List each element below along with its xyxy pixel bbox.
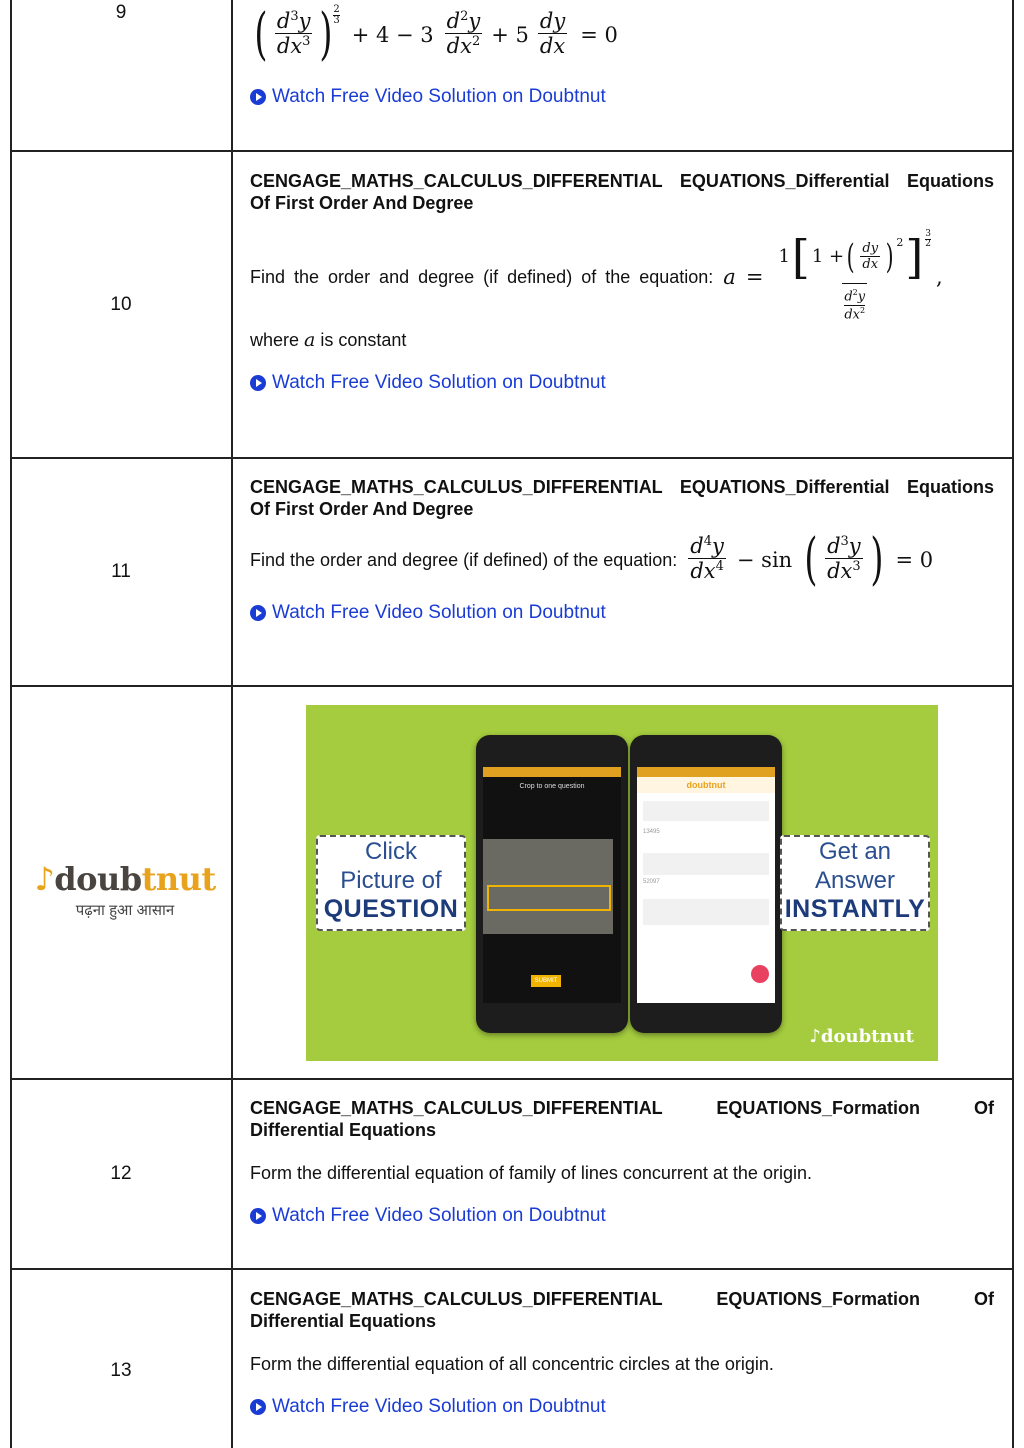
row-11-content bbox=[250, 476, 994, 626]
question-prefix: Find the order and degree (if defined) of the equation: bbox=[250, 550, 678, 570]
row-divider bbox=[10, 150, 1014, 152]
watch-video-link-12[interactable] bbox=[250, 1205, 606, 1227]
question-text: Form the differential equation of all concentric circles at the origin. bbox=[250, 1354, 774, 1374]
watch-video-link-11[interactable] bbox=[250, 602, 606, 624]
watch-video-label: Watch Free Video Solution on Doubtnut bbox=[272, 372, 606, 394]
watch-video-label: Watch Free Video Solution on Doubtnut bbox=[272, 602, 606, 623]
promo-text: Picture of bbox=[340, 867, 442, 894]
note-icon: ♪ bbox=[809, 1026, 821, 1047]
question-tag: CENGAGE_MATHS_CALCULUS_DIFFERENTIAL EQUATIONS_Formation Of Differential Equations bbox=[250, 1098, 994, 1140]
question-suffix: where bbox=[250, 330, 300, 351]
row-divider bbox=[10, 457, 1014, 459]
watch-video-label: Watch Free Video Solution on Doubtnut bbox=[272, 1396, 606, 1417]
question-tag: CENGAGE_MATHS_CALCULUS_DIFFERENTIAL EQUATIONS_Formation Of Differential Equations bbox=[250, 1289, 994, 1331]
play-circle-icon bbox=[250, 89, 266, 105]
phone-mockup-answer bbox=[630, 735, 782, 1033]
banner-brand-text: doubtnut bbox=[820, 1026, 914, 1047]
promo-text: Get an bbox=[818, 838, 892, 865]
watch-video-link-9[interactable] bbox=[250, 86, 606, 108]
watch-video-label: Watch Free Video Solution on Doubtnut bbox=[272, 86, 606, 107]
phone-submit-button: SUBMIT bbox=[531, 975, 561, 987]
app-promo-banner[interactable] bbox=[306, 705, 938, 1061]
row-number: 12 bbox=[110, 1163, 132, 1184]
question-prefix: Find the order and degree (if defined) of the equation: bbox=[250, 267, 714, 288]
promo-left-callout bbox=[316, 835, 466, 931]
logo-tagline: पढ़ना हुआ आसान bbox=[75, 902, 175, 919]
phone-caption: Crop to one question bbox=[519, 783, 585, 790]
watch-video-label: Watch Free Video Solution on Doubtnut bbox=[272, 1205, 606, 1226]
doubtnut-logo bbox=[30, 860, 220, 920]
table-border-right bbox=[1012, 0, 1014, 1448]
row-divider bbox=[10, 1078, 1014, 1080]
row-number: 10 bbox=[110, 294, 132, 315]
phone-mockup-camera bbox=[476, 735, 628, 1033]
banner-brand-mark bbox=[809, 1026, 914, 1047]
equation-11: $\frac{d^4y}{dx^4}$ − sin ( $\frac{d^3y}{dx^3}$ ) = 0 bbox=[690, 527, 934, 592]
note-icon: ♪ bbox=[34, 860, 55, 898]
play-circle-icon bbox=[250, 605, 266, 621]
row-divider bbox=[10, 685, 1014, 687]
table-border-left bbox=[10, 0, 12, 1448]
promo-right-callout bbox=[780, 835, 930, 931]
row-number: 13 bbox=[110, 1360, 132, 1381]
row-10-content: CENGAGE_MATHS_CALCULUS_DIFFERENTIAL EQUATIONS_Differential Equations Of First Order And Degree Find the order and degree (if defined) of the equation: a = 1 [ 1 + ( $\frac{dy}{dx}$ ) 2 ] 3 2 $d^2y$ $dx^2$ , where a is constant Watch Free Video Solution on Doubtnut bbox=[250, 171, 994, 394]
question-text: Form the differential equation of family of lines concurrent at the origin. bbox=[250, 1163, 812, 1183]
logo-text-part-a: doub bbox=[54, 860, 142, 898]
promo-text: Answer bbox=[814, 867, 896, 894]
play-circle-icon bbox=[250, 1208, 266, 1224]
question-tag: CENGAGE_MATHS_CALCULUS_DIFFERENTIAL EQUATIONS_Differential Equations Of First Order And Degree bbox=[250, 171, 994, 213]
logo-text-part-b: tnut bbox=[141, 860, 216, 898]
equation-9: ( $\frac{d^3y}{dx^3}$ ) $\frac{2}{3}$ + 4 − 3 $\frac{d^2y}{dx^2}$ + 5 $\frac{dy}{dx}$ = 0 bbox=[254, 2, 618, 67]
phone-view-count: 52097 bbox=[643, 879, 660, 885]
play-circle-icon bbox=[250, 1399, 266, 1415]
play-circle-icon bbox=[250, 375, 266, 391]
promo-text: QUESTION bbox=[323, 895, 459, 923]
equation-10: 1 [ 1 + ( $\frac{dy}{dx}$ ) 2 ] 3 2 $d^2y$ $dx^2$ , bbox=[778, 228, 943, 322]
phone-app-brand: doubtnut bbox=[637, 777, 775, 793]
table-column-divider bbox=[231, 0, 233, 1448]
row-number: 11 bbox=[111, 561, 131, 582]
watch-video-link-13[interactable] bbox=[250, 1396, 606, 1418]
phone-view-count: 13495 bbox=[643, 829, 660, 835]
row-number: 9 bbox=[115, 2, 127, 23]
row-9-content bbox=[250, 0, 994, 110]
row-12-content bbox=[250, 1097, 994, 1229]
question-suffix: is constant bbox=[320, 330, 407, 351]
question-text bbox=[250, 527, 994, 592]
row-divider bbox=[10, 1268, 1014, 1270]
question-text: Find the order and degree (if defined) of the equation: a = 1 [ 1 + ( $\frac{dy}{dx}$ ) 2 ] 3 2 $d^2y$ $dx^2$ , bbox=[250, 228, 943, 322]
question-tag: CENGAGE_MATHS_CALCULUS_DIFFERENTIAL EQUATIONS_Differential Equations Of First Order And Degree bbox=[250, 477, 994, 519]
watch-video-link-10[interactable] bbox=[250, 372, 606, 394]
row-13-content bbox=[250, 1288, 994, 1420]
promo-text: Click bbox=[365, 838, 417, 865]
promo-text: INSTANTLY bbox=[784, 895, 926, 923]
